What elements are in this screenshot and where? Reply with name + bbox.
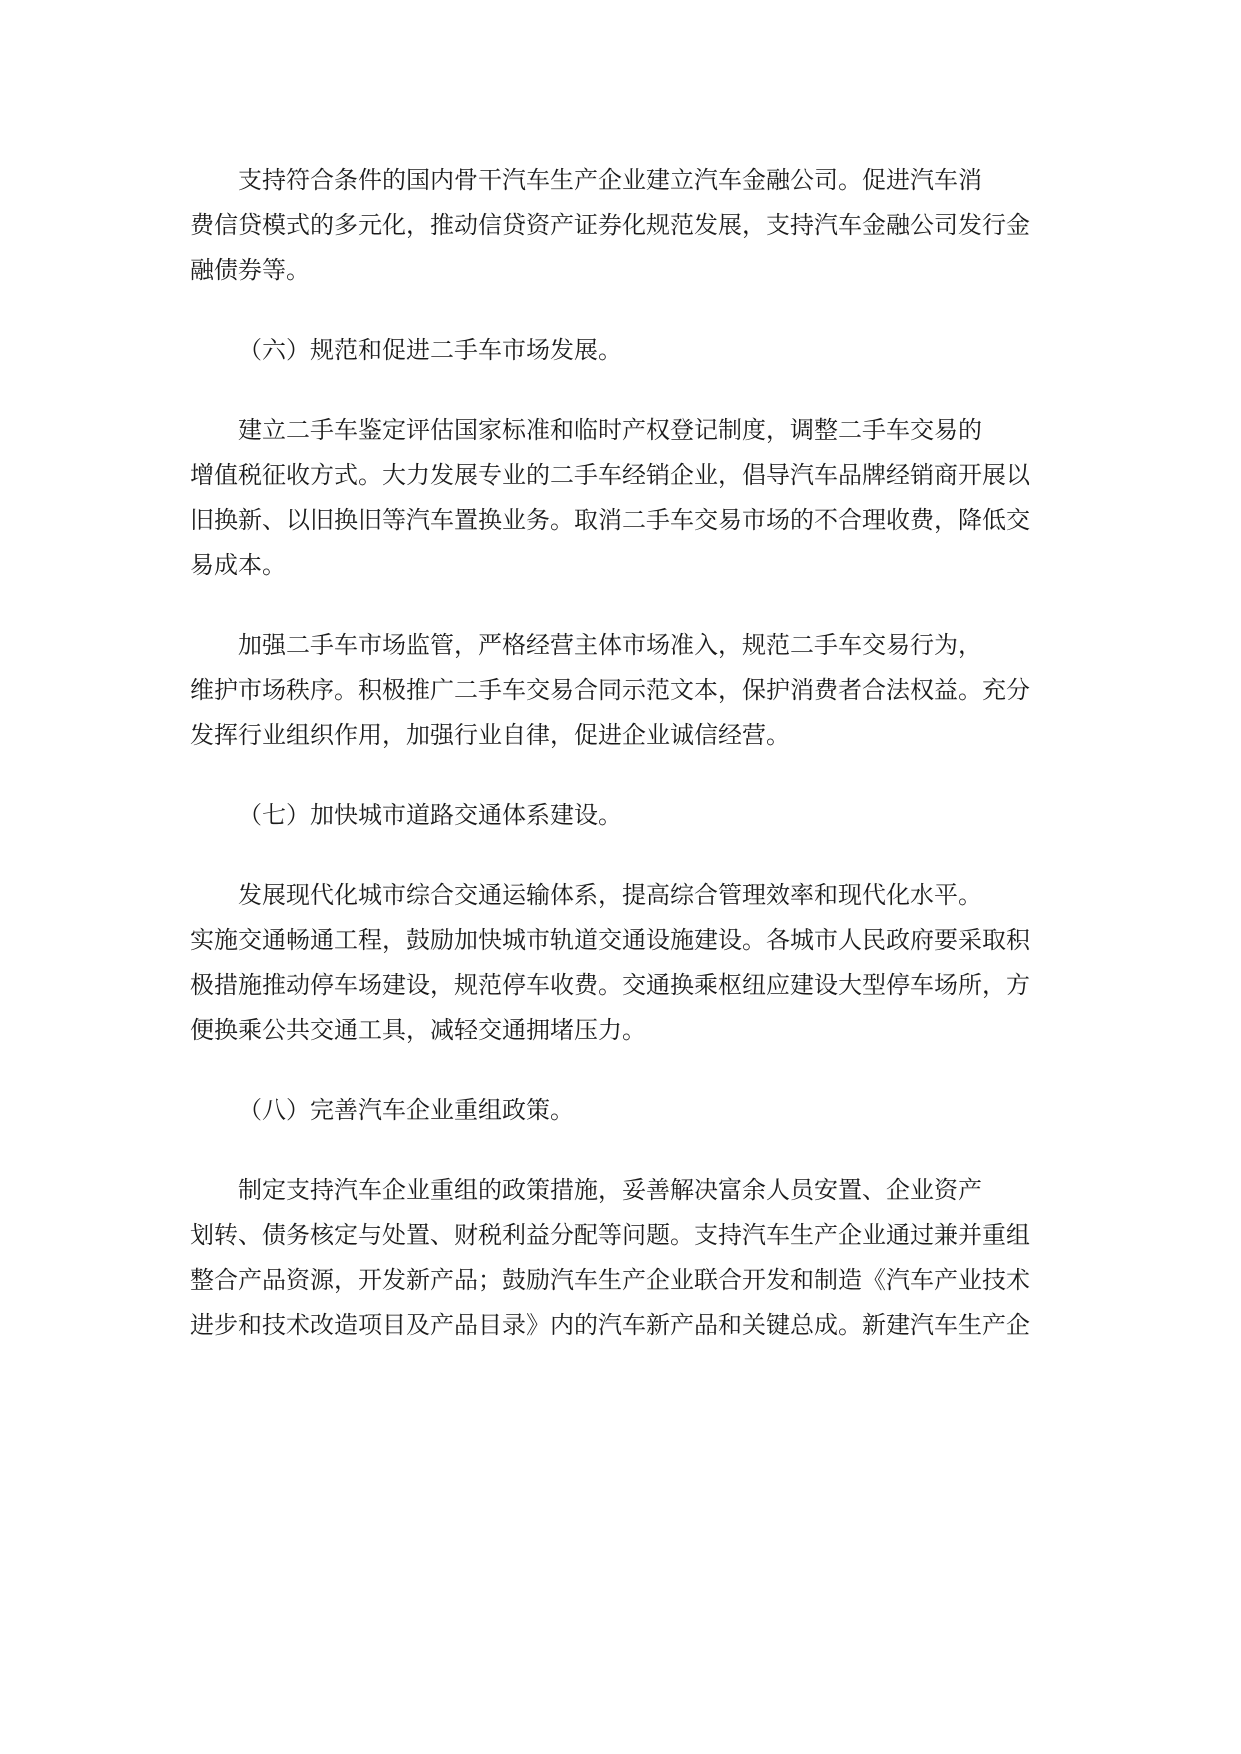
text-line: 增值税征收方式。大力发展专业的二手车经销企业，倡导汽车品牌经销商开展以 <box>190 461 1030 489</box>
text-line: 支持符合条件的国内骨干汽车生产企业建立汽车金融公司。促进汽车消 <box>238 166 982 194</box>
text-line: 划转、债务核定与处置、财税利益分配等问题。支持汽车生产企业通过兼并重组 <box>190 1221 1030 1249</box>
text-line: 极措施推动停车场建设，规范停车收费。交通换乘枢纽应建设大型停车场所，方 <box>190 971 1030 999</box>
section-heading <box>190 328 1048 373</box>
text-line: 融债券等。 <box>190 256 310 284</box>
text-line: 易成本。 <box>190 551 286 579</box>
text-line: 加强二手车市场监管，严格经营主体市场准入，规范二手车交易行为， <box>238 631 982 659</box>
text-line: 发挥行业组织作用，加强行业自律，促进企业诚信经营。 <box>190 721 790 749</box>
text-line: 便换乘公共交通工具，减轻交通拥堵压力。 <box>190 1016 646 1044</box>
text-line: 维护市场秩序。积极推广二手车交易合同示范文本，保护消费者合法权益。充分 <box>190 676 1030 704</box>
text-line: （六）规范和促进二手车市场发展。 <box>238 336 622 364</box>
paragraph <box>190 873 1048 1053</box>
paragraph <box>190 1168 1048 1348</box>
paragraph <box>190 623 1048 758</box>
text-line: 费信贷模式的多元化，推动信贷资产证券化规范发展，支持汽车金融公司发行金 <box>190 211 1030 239</box>
text-line: 实施交通畅通工程，鼓励加快城市轨道交通设施建设。各城市人民政府要采取积 <box>190 926 1030 954</box>
text-line: 旧换新、以旧换旧等汽车置换业务。取消二手车交易市场的不合理收费，降低交 <box>190 506 1030 534</box>
section-heading <box>190 793 1048 838</box>
section-heading <box>190 1088 1048 1133</box>
text-line: （七）加快城市道路交通体系建设。 <box>238 801 622 829</box>
paragraph <box>190 158 1048 293</box>
text-line: 制定支持汽车企业重组的政策措施，妥善解决富余人员安置、企业资产 <box>238 1176 982 1204</box>
text-line: 进步和技术改造项目及产品目录》内的汽车新产品和关键总成。新建汽车生产企 <box>190 1311 1030 1339</box>
text-line: 整合产品资源，开发新产品；鼓励汽车生产企业联合开发和制造《汽车产业技术 <box>190 1266 1030 1294</box>
document-body <box>190 158 1048 1383</box>
paragraph <box>190 408 1048 588</box>
text-line: 建立二手车鉴定评估国家标准和临时产权登记制度，调整二手车交易的 <box>238 416 982 444</box>
text-line: 发展现代化城市综合交通运输体系，提高综合管理效率和现代化水平。 <box>238 881 982 909</box>
text-line: （八）完善汽车企业重组政策。 <box>238 1096 574 1124</box>
